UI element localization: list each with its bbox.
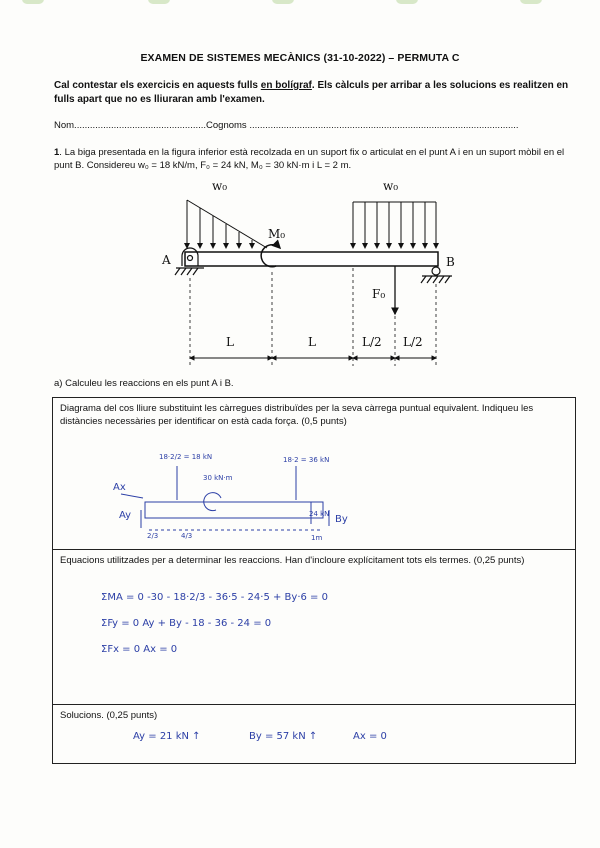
- hand-eq-1: ΣMA = 0 -30 - 18·2/3 - 36·5 - 24·5 + By·6 = 0: [101, 592, 328, 603]
- dim-label-3: L/2: [362, 335, 382, 349]
- hand-load-2: 18·2 = 36 kN: [283, 456, 330, 464]
- hand-sol-by: By = 57 kN ↑: [249, 731, 318, 742]
- answer-box-solutions[interactable]: [52, 704, 576, 764]
- dim-label-2: L: [308, 335, 316, 349]
- hand-force: 24 kN: [309, 510, 330, 518]
- instructions-text-2: . Els càlculs per arribar a les solucions es realitzen en fulls apart que no es lliuraran amb l'examen.: [54, 80, 569, 105]
- hand-d3: 1m: [311, 534, 323, 542]
- dim-label-1: L: [226, 335, 234, 349]
- question-1: [54, 146, 576, 172]
- top-decoration: [0, 0, 600, 8]
- hand-eq-3: ΣFx = 0 Ax = 0: [101, 644, 178, 655]
- hand-load-1: 18·2/2 = 18 kN: [159, 453, 213, 461]
- hand-moment: 30 kN·m: [203, 474, 233, 482]
- beam-figure: [150, 176, 470, 376]
- label-w0-right: w₀: [383, 179, 399, 193]
- hand-eq-2: ΣFy = 0 Ay + By - 18 - 36 - 24 = 0: [101, 618, 272, 629]
- label-f0: F₀: [372, 287, 386, 301]
- name-fields[interactable]: Nom..................................................Cognoms ......................................................................................................: [54, 120, 519, 131]
- uniform-load: [353, 202, 436, 248]
- triangular-load: [187, 200, 267, 248]
- question-text: . La biga presentada en la figura inferior està recolzada en un suport fix o articulat en el punt A i en un suport mòbil en el punt B. Considereu w₀ = 18 kN/m, F₀ = 24 kN, M₀ = 30 kN·m i L = 2 m.: [54, 147, 565, 171]
- equations-prompt: Equacions utilitzades per a determinar les reaccions. Han d'incloure explícitament tots els termes. (0,25 punts): [60, 555, 525, 566]
- hand-ay: Ay: [119, 510, 132, 521]
- instructions-text-1: Cal contestar els exercicis en aquests fulls: [54, 80, 261, 91]
- fbd-sketch: [53, 398, 575, 549]
- dim-label-4: L/2: [403, 335, 423, 349]
- instructions-underlined: en bolígraf: [260, 80, 312, 91]
- question-number: 1: [54, 147, 60, 158]
- solutions-prompt: Solucions. (0,25 punts): [60, 710, 158, 721]
- label-m0: M₀: [268, 227, 286, 241]
- beam: [185, 252, 438, 266]
- label-b: B: [446, 255, 455, 269]
- page-title: EXAMEN DE SISTEMES MECÀNICS (31-10-2022) – PERMUTA C: [140, 52, 460, 64]
- part-a-question: a) Calculeu les reaccions en els punt A i B.: [54, 378, 234, 389]
- hand-d2: 4/3: [181, 532, 193, 540]
- instructions: [54, 79, 574, 107]
- answer-box-equations[interactable]: [52, 549, 576, 705]
- hand-ax: Ax: [113, 482, 126, 493]
- answer-box-fbd[interactable]: [52, 397, 576, 550]
- fbd-prompt: Diagrama del cos lliure substituint les càrregues distribuïdes per la seva càrrega puntual equivalent. Indiqueu les distàncies necessàries per identificar on està cada força. (0,5 punts): [60, 403, 534, 427]
- hand-d1: 2/3: [147, 532, 159, 540]
- support-b: [421, 267, 452, 283]
- hand-sol-ax: Ax = 0: [353, 731, 387, 742]
- hand-sol-ay: Ay = 21 kN ↑: [133, 731, 201, 742]
- label-a: A: [162, 253, 171, 267]
- hand-by: By: [335, 514, 348, 525]
- label-w0-left: w₀: [212, 179, 228, 193]
